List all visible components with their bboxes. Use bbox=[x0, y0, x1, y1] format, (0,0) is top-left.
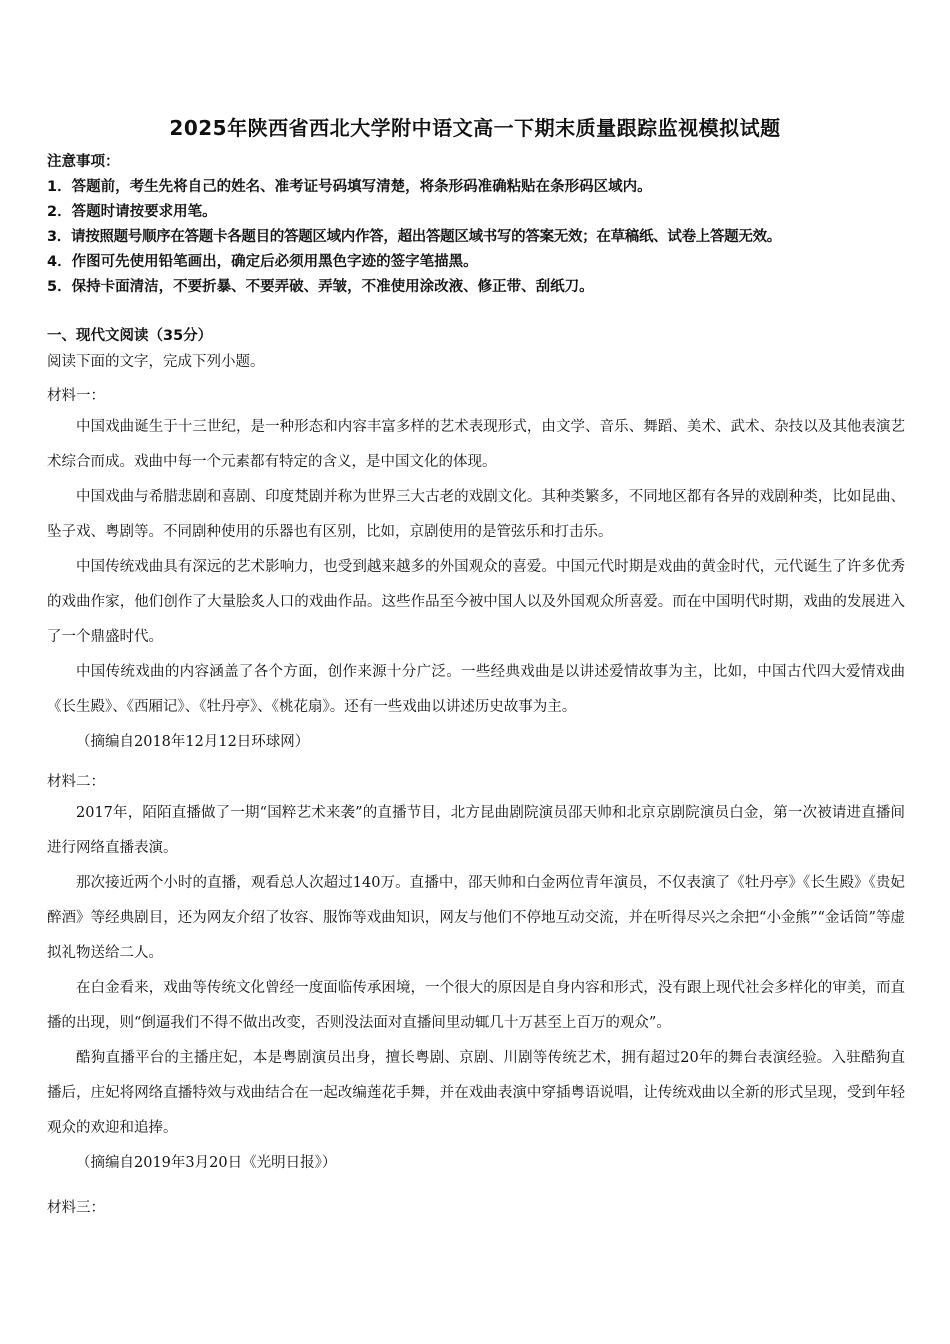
material1-label: 材料一： bbox=[47, 388, 105, 404]
notice-block bbox=[47, 150, 917, 300]
notice-item: 5．保持卡面清洁，不要折暴、不要弄破、弄皱，不准使用涂改液、修正带、刮纸刀。 bbox=[47, 279, 594, 295]
material2-paragraph: 酷狗直播平台的主播庄妃，本是粤剧演员出身，擅长粤剧、京剧、川剧等传统艺术，拥有超过20年的舞台表演经验。入驻酷狗直播后，庄妃将网络直播特效与戏曲结合在一起改编莲花手舞，并在戏曲表演中穿插粤语说唱，让传统戏曲以全新的形式呈现，受到年轻观众的欢迎和追捧。 bbox=[47, 1050, 905, 1136]
material2-paragraph: 那次接近两个小时的直播，观看总人次超过140万。直播中，邵天帅和白金两位青年演员，不仅表演了《牡丹亭》《长生殿》《贵妃醉酒》等经典剧目，还为网友介绍了妆容、服饰等戏曲知识，网友与他们不停地互动交流，并在听得尽兴之余把“小金熊”“金话筒”等虚拟礼物送给二人。 bbox=[47, 875, 905, 961]
material1-source: （摘编自2018年12月12日环球网） bbox=[76, 734, 310, 750]
notice-heading: 注意事项： bbox=[47, 154, 120, 170]
material2-body bbox=[47, 796, 905, 1181]
material2-paragraph: 在白金看来，戏曲等传统文化曾经一度面临传承困境，一个很大的原因是自身内容和形式，没有跟上现代社会多样化的审美，而直播的出现，则“倒逼我们不得不做出改变，否则没法面对直播间里动辄几十万甚至上百万的观众”。 bbox=[47, 980, 905, 1031]
notice-item: 3．请按照题号顺序在答题卡各题目的答题区域内作答，超出答题区域书写的答案无效；在草稿纸、试卷上答题无效。 bbox=[47, 229, 781, 245]
material1-paragraph: 中国戏曲诞生于十三世纪，是一种形态和内容丰富多样的艺术表现形式，由文学、音乐、舞蹈、美术、武术、杂技以及其他表演艺术综合而成。戏曲中每一个元素都有特定的含义，是中国文化的体现。 bbox=[47, 419, 905, 470]
page-title: 2025年陕西省西北大学附中语文高一下期末质量跟踪监视模拟试题 bbox=[169, 116, 781, 140]
material3-label: 材料三： bbox=[47, 1200, 105, 1216]
notice-item: 2．答题时请按要求用笔。 bbox=[47, 204, 217, 220]
section-instruction: 阅读下面的文字，完成下列小题。 bbox=[47, 354, 265, 370]
notice-item: 1．答题前，考生先将自己的姓名、准考证号码填写清楚，将条形码准确粘贴在条形码区域内。 bbox=[47, 179, 652, 195]
material2-label: 材料二： bbox=[47, 774, 105, 790]
material1-paragraph: 中国传统戏曲的内容涵盖了各个方面，创作来源十分广泛。一些经典戏曲是以讲述爱情故事为主，比如，中国古代四大爱情戏曲《长生殿》、《西厢记》、《牡丹亭》、《桃花扇》。还有一些戏曲以讲述历史故事为主。 bbox=[47, 664, 905, 715]
material1-paragraph: 中国传统戏曲具有深远的艺术影响力，也受到越来越多的外国观众的喜爱。中国元代时期是戏曲的黄金时代，元代诞生了许多优秀的戏曲作家，他们创作了大量脍炙人口的戏曲作品。这些作品至今被中国人以及外国观众所喜爱。而在中国明代时期，戏曲的发展进入了一个鼎盛时代。 bbox=[47, 559, 905, 645]
section-heading: 一、现代文阅读（35分） bbox=[47, 328, 213, 344]
material1-paragraph: 中国戏曲与希腊悲剧和喜剧、印度梵剧并称为世界三大古老的戏剧文化。其种类繁多，不同地区都有各异的戏剧种类，比如昆曲、坠子戏、粤剧等。不同剧种使用的乐器也有区别，比如，京剧使用的是管弦乐和打击乐。 bbox=[47, 489, 905, 540]
material2-source: （摘编自2019年3月20日《光明日报》） bbox=[76, 1155, 337, 1171]
notice-item: 4．作图可先使用铅笔画出，确定后必须用黑色字迹的签字笔描黑。 bbox=[47, 254, 478, 270]
material1-body bbox=[47, 410, 905, 760]
material2-paragraph: 2017年，陌陌直播做了一期“国粹艺术来袭”的直播节目，北方昆曲剧院演员邵天帅和北京京剧院演员白金，第一次被请进直播间进行网络直播表演。 bbox=[47, 805, 905, 856]
